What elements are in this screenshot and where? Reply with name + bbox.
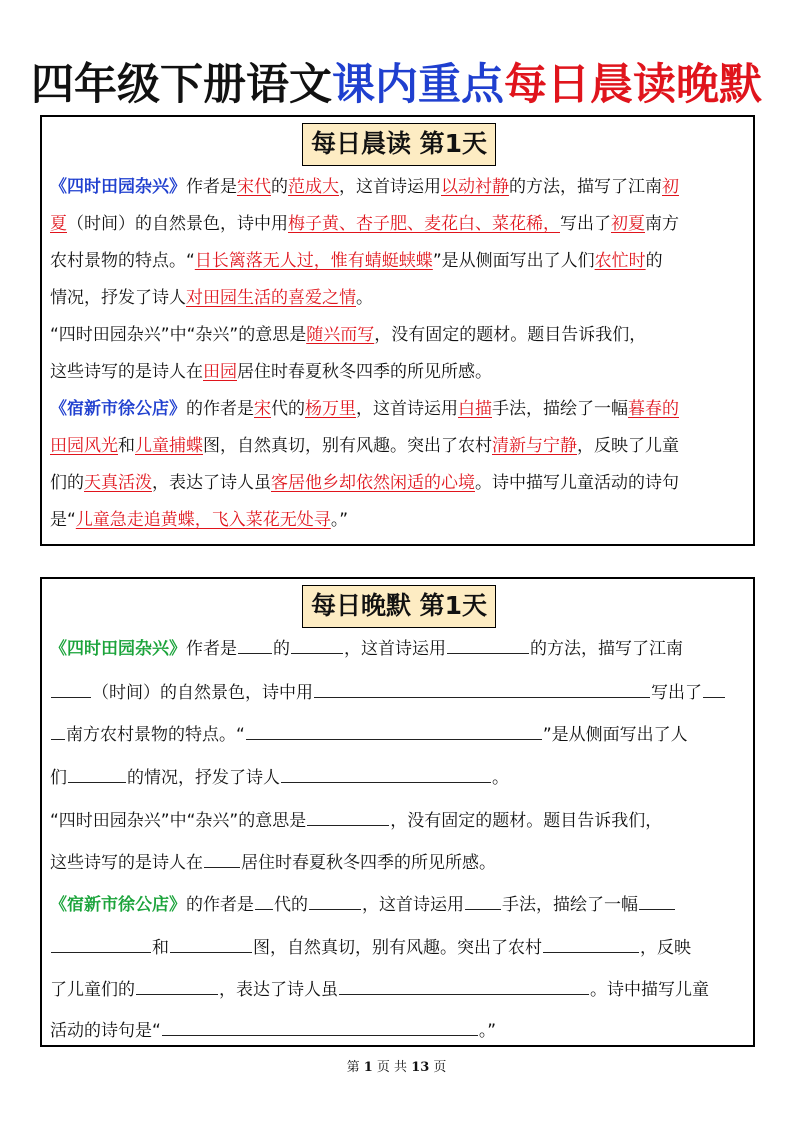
- text: 情况，抒发了诗人: [50, 288, 186, 308]
- fill-blank[interactable]: [639, 891, 675, 910]
- text: 手法，描绘了一幅: [492, 399, 628, 419]
- text: 的: [645, 251, 663, 271]
- text: “四时田园杂兴”中“杂兴”的意思是: [50, 811, 307, 831]
- morning-line-5: [50, 323, 750, 347]
- text: 的方法，描写了江南: [509, 177, 662, 197]
- text: 图，自然真切，别有风趣。突出了农村: [203, 436, 492, 456]
- text: 了儿童们的: [50, 980, 135, 1000]
- morning-line-7: [50, 397, 750, 421]
- answer: 农忙时: [594, 251, 646, 271]
- evening-line-8: [50, 934, 750, 960]
- fill-blank[interactable]: [255, 891, 273, 910]
- answer: 随兴而写: [306, 325, 375, 345]
- title-part-blue: 课内重点: [332, 60, 504, 110]
- text: 写出了: [651, 683, 702, 703]
- text: （时间）的自然景色，诗中用: [92, 683, 313, 703]
- text: ”是从侧面写出了人: [542, 725, 688, 745]
- poem-title: 《宿新市徐公店》: [50, 895, 186, 915]
- answer: 客居他乡却依然闲适的心境: [271, 473, 475, 493]
- fill-blank[interactable]: [136, 976, 218, 995]
- text: “四时田园杂兴”中“杂兴”的意思是: [50, 325, 307, 345]
- text: 。”: [478, 1021, 497, 1041]
- text: 。: [356, 288, 373, 308]
- text: 作者是: [186, 639, 237, 659]
- text: 的方法，描写了江南: [530, 639, 683, 659]
- fill-blank[interactable]: [307, 807, 389, 826]
- morning-line-3: [50, 249, 750, 273]
- page-title: [0, 56, 793, 114]
- evening-line-1: [50, 635, 750, 661]
- fill-blank[interactable]: [204, 849, 240, 868]
- fill-blank[interactable]: [309, 891, 361, 910]
- fill-blank[interactable]: [170, 934, 252, 953]
- text: 这些诗写的是诗人在: [50, 362, 203, 382]
- text: 居住时春夏秋冬四季的所见所感。: [237, 362, 492, 382]
- footer-text: 页: [433, 1060, 447, 1075]
- answer: 以动衬静: [441, 177, 509, 197]
- evening-line-9: [50, 976, 750, 1002]
- fill-blank[interactable]: [291, 635, 343, 654]
- text: 的: [273, 639, 290, 659]
- text: 作者是: [186, 177, 237, 197]
- evening-line-7: [50, 891, 750, 917]
- poem-title: 《宿新市徐公店》: [50, 399, 186, 419]
- fill-blank[interactable]: [51, 934, 151, 953]
- text: 的作者是: [186, 895, 254, 915]
- text: 活动的诗句是“: [50, 1021, 161, 1041]
- text: 手法，描绘了一幅: [502, 895, 638, 915]
- evening-line-10: [50, 1017, 750, 1043]
- evening-line-5: [50, 807, 750, 833]
- answer: 田园: [203, 362, 237, 382]
- fill-blank[interactable]: [51, 679, 91, 698]
- text: （时间）的自然景色，诗中用: [67, 214, 288, 234]
- morning-line-9: [50, 471, 750, 495]
- text: 和: [118, 436, 135, 456]
- text: 代的: [271, 399, 305, 419]
- answer: 初: [662, 177, 679, 197]
- answer: 初夏: [611, 214, 645, 234]
- text: 。诗中描写儿童: [590, 980, 709, 1000]
- answer: 白描: [458, 399, 492, 419]
- text: ，没有固定的题材。题目告诉我们，: [390, 811, 663, 831]
- morning-line-8: [50, 434, 750, 458]
- text: 写出了: [560, 214, 611, 234]
- answer: 清新与宁静: [492, 436, 577, 456]
- fill-blank[interactable]: [465, 891, 501, 910]
- text: ，没有固定的题材。题目告诉我们，: [374, 325, 647, 345]
- text: 农村景物的特点。“: [50, 251, 195, 271]
- fill-blank[interactable]: [281, 764, 491, 783]
- text: 和: [152, 938, 169, 958]
- text: 的作者是: [186, 399, 254, 419]
- answer: 对田园生活的喜爱之情: [186, 288, 356, 308]
- fill-blank[interactable]: [543, 934, 639, 953]
- fill-blank[interactable]: [68, 764, 126, 783]
- text: ，这首诗运用: [339, 177, 441, 197]
- evening-line-2: [50, 679, 750, 705]
- morning-line-6: [50, 360, 750, 384]
- text: 南方: [645, 214, 679, 234]
- text: 的: [271, 177, 288, 197]
- text: 们: [50, 768, 67, 788]
- page-number: 1: [363, 1060, 373, 1075]
- fill-blank[interactable]: [246, 721, 542, 740]
- title-part-black: 四年级下册语文: [31, 60, 332, 110]
- text: ，这首诗运用: [356, 399, 458, 419]
- text: ，反映了儿童: [577, 436, 679, 456]
- text: ”是从侧面写出了人们: [432, 251, 595, 271]
- evening-line-4: [50, 764, 750, 790]
- text: 。”: [330, 510, 349, 530]
- poem-title: 《四时田园杂兴》: [50, 177, 186, 197]
- fill-blank[interactable]: [447, 635, 529, 654]
- answer: 宋代: [237, 177, 271, 197]
- answer: 夏: [50, 214, 67, 234]
- fill-blank[interactable]: [162, 1017, 478, 1036]
- text: 这些诗写的是诗人在: [50, 853, 203, 873]
- text: 南方农村景物的特点。“: [66, 725, 245, 745]
- answer: 宋: [254, 399, 271, 419]
- answer: 天真活泼: [84, 473, 152, 493]
- answer: 梅子黄、杏子肥、麦花白、菜花稀，: [288, 214, 560, 234]
- text: 代的: [274, 895, 308, 915]
- title-part-red: 每日晨读晚默: [504, 60, 762, 110]
- text: ，这首诗运用: [344, 639, 446, 659]
- text: 居住时春夏秋冬四季的所见所感。: [241, 853, 496, 873]
- evening-heading: 每日晚默 第1天: [302, 585, 496, 628]
- morning-line-1: [50, 175, 750, 199]
- fill-blank[interactable]: [339, 976, 589, 995]
- text: 是“: [50, 510, 76, 530]
- text: ，表达了诗人虽: [219, 980, 338, 1000]
- answer: 儿童捕蝶: [135, 436, 203, 456]
- answer: 田园风光: [50, 436, 118, 456]
- fill-blank[interactable]: [703, 679, 725, 698]
- answer: 范成大: [288, 177, 339, 197]
- answer: 杨万里: [305, 399, 356, 419]
- text: 的情况，抒发了诗人: [127, 768, 280, 788]
- fill-blank[interactable]: [238, 635, 272, 654]
- answer: 儿童急走追黄蝶，飞入菜花无处寻: [75, 510, 331, 530]
- fill-blank[interactable]: [314, 679, 650, 698]
- text: 。诗中描写儿童活动的诗句: [475, 473, 679, 493]
- evening-dictation-box: [40, 577, 755, 1047]
- morning-reading-box: [40, 115, 755, 546]
- page-footer: [0, 1056, 793, 1075]
- text: 图，自然真切，别有风趣。突出了农村: [253, 938, 542, 958]
- answer: 暮春的: [628, 399, 679, 419]
- fill-blank[interactable]: [51, 721, 65, 740]
- footer-text: 页 共: [376, 1060, 408, 1075]
- text: 。: [492, 768, 509, 788]
- poem-title: 《四时田园杂兴》: [50, 639, 186, 659]
- page-total: 13: [411, 1060, 430, 1075]
- evening-line-6: [50, 849, 750, 875]
- morning-line-10: [50, 508, 750, 532]
- morning-line-4: [50, 286, 750, 310]
- morning-heading: 每日晨读 第1天: [302, 123, 496, 166]
- text: ，反映: [640, 938, 691, 958]
- morning-line-2: [50, 212, 750, 236]
- text: ，表达了诗人虽: [152, 473, 271, 493]
- text: ，这首诗运用: [362, 895, 464, 915]
- evening-line-3: [50, 721, 750, 747]
- footer-text: 第: [346, 1060, 360, 1075]
- answer: 日长篱落无人过，惟有蜻蜓蛱蝶: [194, 251, 433, 271]
- text: 们的: [50, 473, 84, 493]
